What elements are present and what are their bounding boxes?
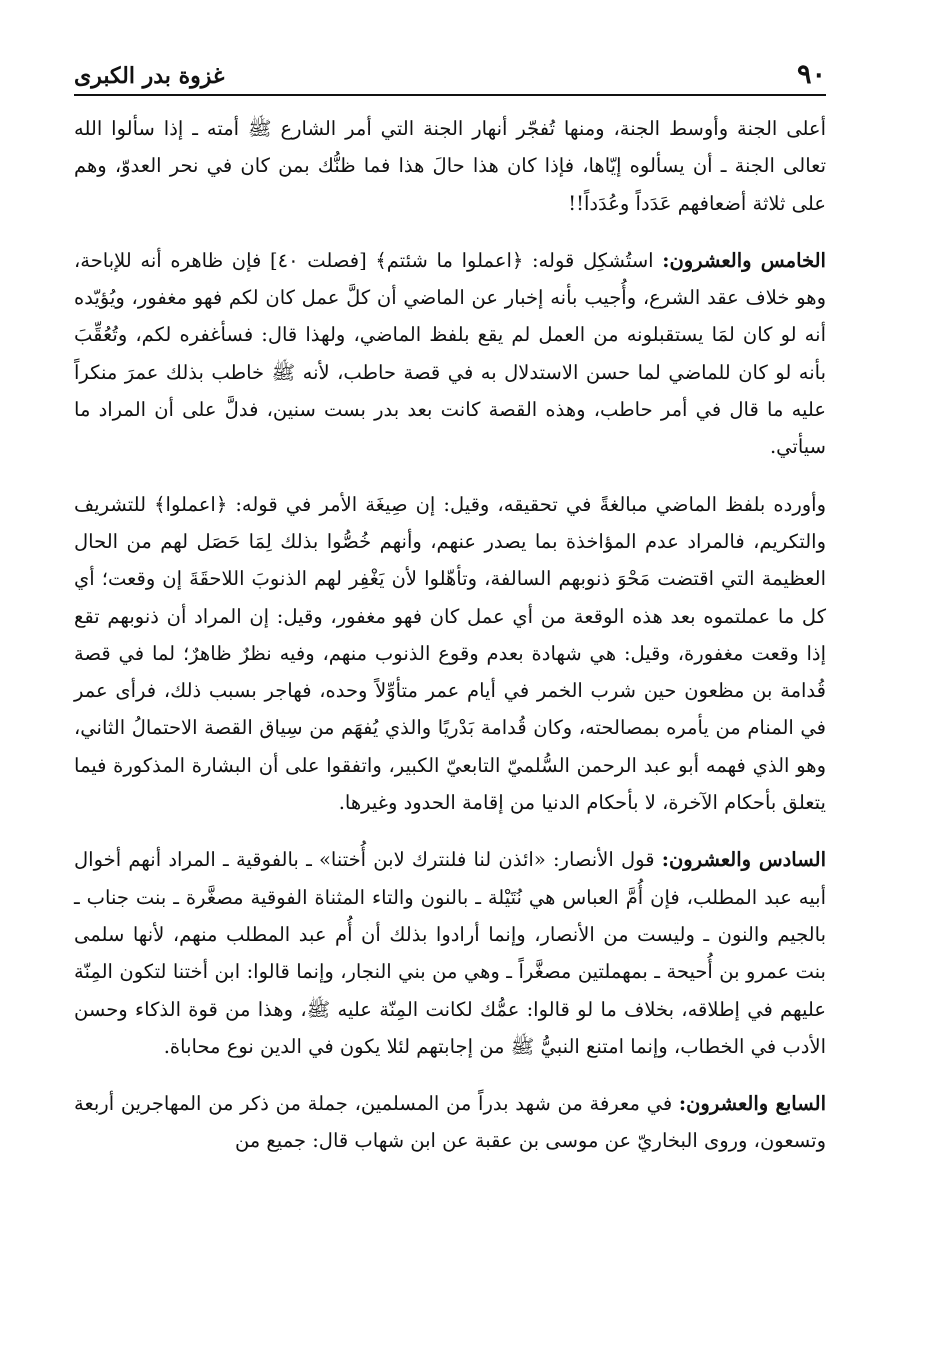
page-number: ٩٠ xyxy=(796,59,826,90)
paragraph xyxy=(74,1085,826,1160)
paragraph xyxy=(74,242,826,466)
section-lead: السابع والعشرون: xyxy=(678,1092,826,1116)
running-title: غزوة بدر الكبرى xyxy=(74,63,225,89)
book-page xyxy=(74,52,826,1342)
body-text xyxy=(74,110,826,1160)
paragraph-text: استُشكِل قوله: ﴿اعملوا ما شئتم﴾ [فصلت ٤٠] فإن ظاهره أنه للإباحة، وهو خلاف عقد الشرع، وأُجيب بأنه إخبار عن الماضي أن كلَّ عمل كان لكم فهو مغفور، ويُؤيّده أنه لو كان لمَا يستقبلونه من العمل لم يقع بلفظ الماضي، ولهذا قال: فسأغفره لكم، وتُعُقِّبَ بأنه لو كان للماضي لما حسن الاستدلال به في قصة حاطب، لأنه ﷺ خاطب بذلك عمرَ منكراً عليه ما قال في أمر حاطب، وهذه القصة كانت بعد بدر بست سنين، فدلَّ على أن المراد ما سيأتي. xyxy=(74,248,826,459)
paragraph xyxy=(74,841,826,1065)
page-header xyxy=(74,52,826,96)
paragraph-text: قول الأنصار: «ائذن لنا فلنترك لابن أُختنا» ـ بالفوقية ـ المراد أنهم أخوال أبيه عبد المطلب، فإن أُمَّ العباس هي نُتَيْلة ـ بالنون والتاء المثناة الفوقية مصغَّرة ـ بنت جناب ـ بالجيم والنون ـ وليست من الأنصار، وإنما أرادوا بذلك أن أُم عبد المطلب منهم، لأنها سلمى بنت عمرو بن أُحيحة ـ بمهملتين مصغَّراً ـ وهي من بني النجار، وإنما قالوا: ابن أختنا لتكون المِنّة عليهم في إطلاقه، بخلاف ما لو قالوا: عمُّك لكانت المِنّة عليه ﷺ، وهذا من قوة الذكاء وحسن الأدب في الخطاب، وإنما امتنع النبيُّ ﷺ من إجابتهم لئلا يكون في الدين نوع محاباة. xyxy=(74,848,826,1058)
section-lead: السادس والعشرون: xyxy=(661,848,826,872)
section-lead: الخامس والعشرون: xyxy=(662,248,826,272)
paragraph-text: أعلى الجنة وأوسط الجنة، ومنها تُفجّر أنهار الجنة التي أمر الشارع ﷺ أمته ـ إذا سألوا الله تعالى الجنة ـ أن يسألوه إيّاها، فإذا كان هذا حالَ هذا فما ظنُّك بمن كان في نحر العدوّ، وهم على ثلاثة أضعافهم عَدَداً وعُدَداً!! xyxy=(74,117,826,215)
paragraph-text: وأورده بلفظ الماضي مبالغةً في تحقيقه، وقيل: إن صِيغَة الأمر في قوله: ﴿اعملوا﴾ للتشريف والتكريم، فالمراد عدم المؤاخذة بما يصدر عنهم، وأنهم خُصُّوا بذلك لِمَا حَصَل لهم من الحال العظيمة التي اقتضت مَحْوَ ذنوبهم السالفة، وتأهّلوا لأن يَغْفِر لهم الذنوبَ اللاحقَةَ إن وقعت؛ أي كل ما عملتموه بعد هذه الوقعة من أي عمل كان فهو مغفور، وقيل: إن المراد أن ذنوبهم تقع إذا وقعت مغفورة، وقيل: هي شهادة بعدم وقوع الذنوب منهم، وفيه نظرٌ ظاهرٌ؛ لما في قصة قُدامة بن مظعون حين شرب الخمر في أيام عمر متأوِّلاً وحده، فهاجر بسبب ذلك، فرأى عمر في المنام من يأمره بمصالحته، وكان قُدامة بَدْريًا والذي يُفهَم من سِياق القصة الاحتمالُ الثاني، وهو الذي فهمه أبو عبد الرحمن السُّلميّ التابعيّ الكبير، واتفقوا على أن البشارة المذكورة فيما يتعلق بأحكام الآخرة، لا بأحكام الدنيا من إقامة الحدود وغيرها. xyxy=(74,492,826,815)
paragraph xyxy=(74,486,826,822)
paragraph xyxy=(74,110,826,222)
paragraph-text: في معرفة من شهد بدراً من المسلمين، جملة من ذكر من المهاجرين أربعة وتسعون، وروى البخاريّ عن موسى بن عقبة عن ابن شهاب قال: جميع من xyxy=(74,1092,826,1153)
